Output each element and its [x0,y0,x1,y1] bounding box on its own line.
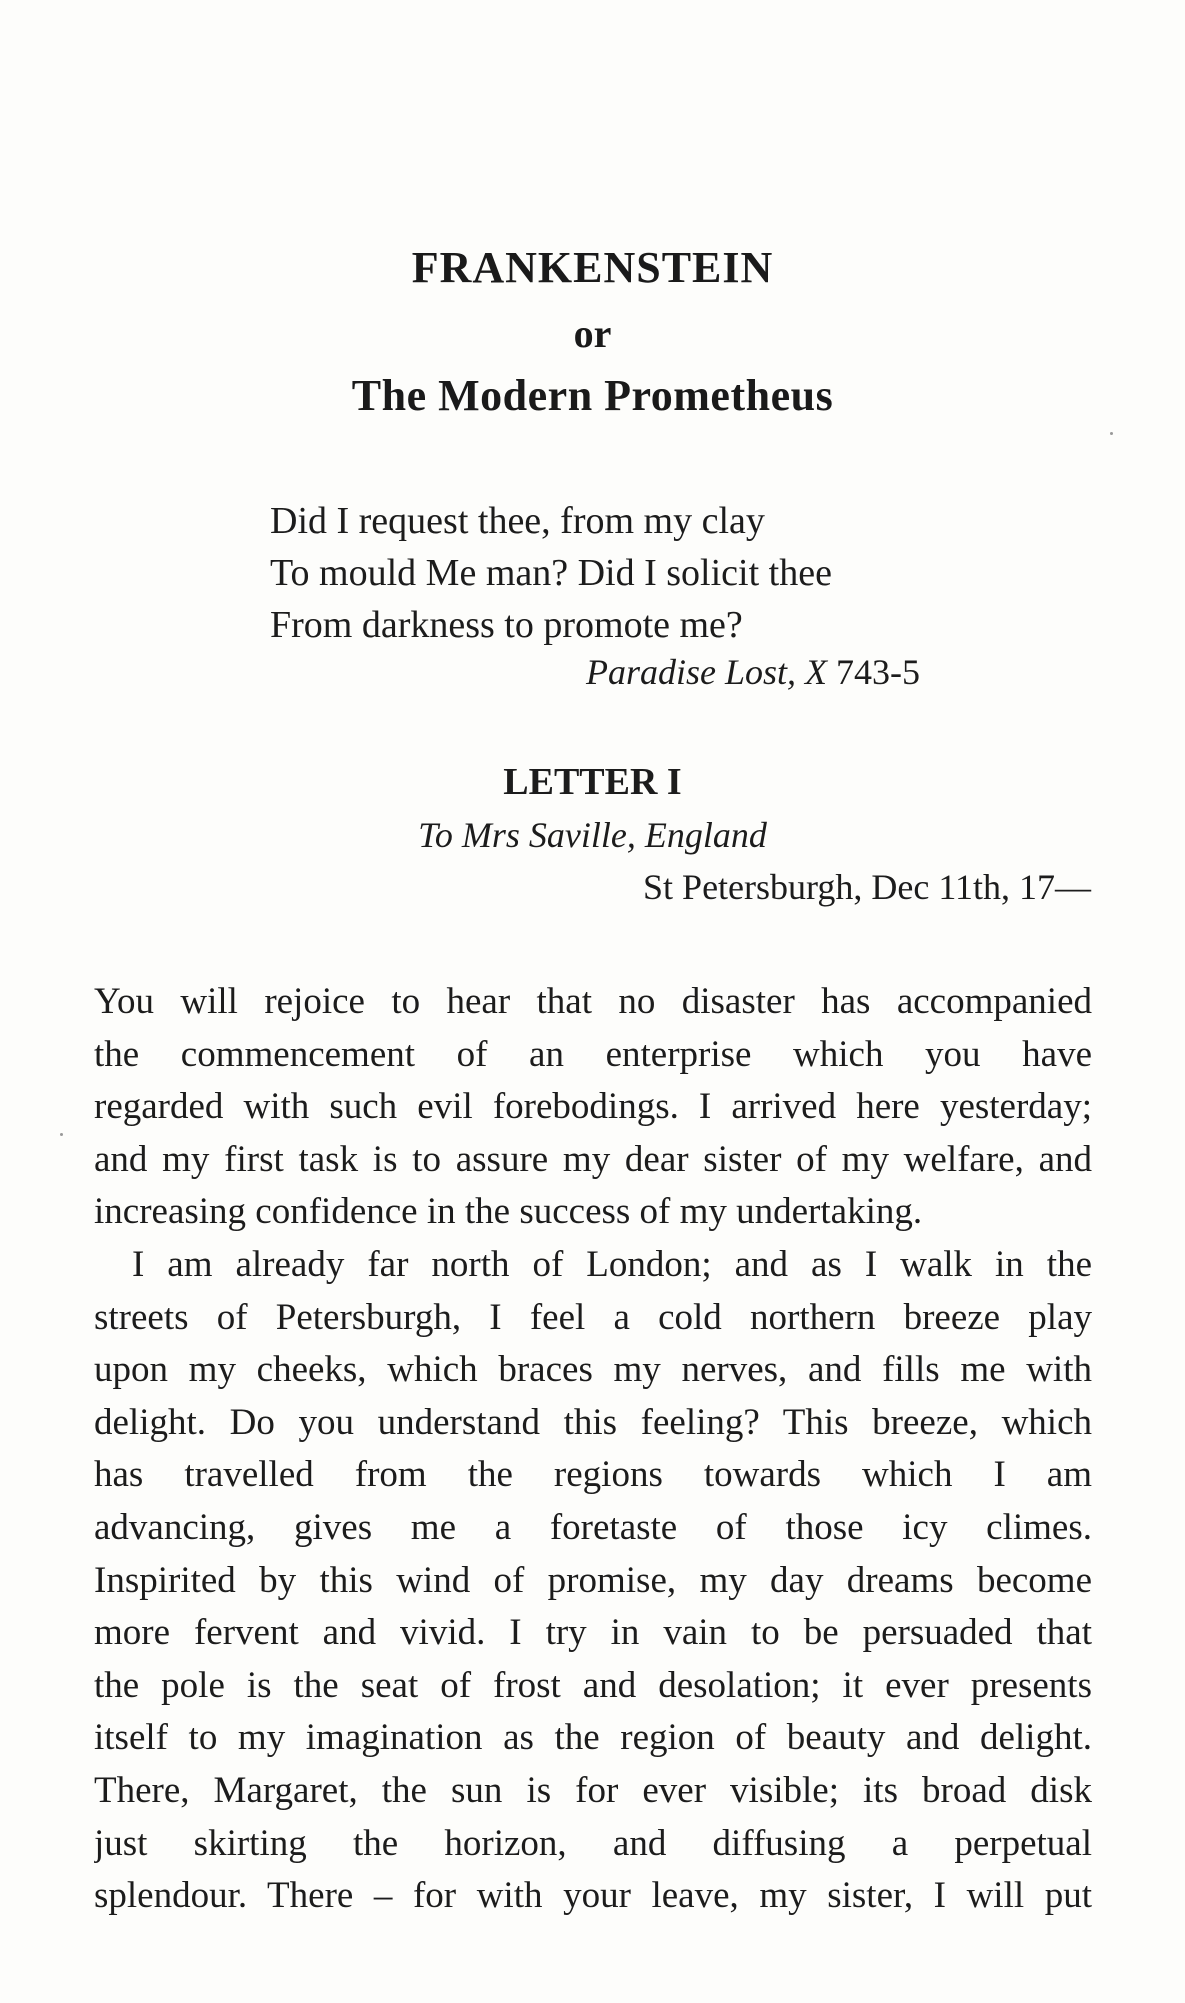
epigraph-line: From darkness to promote me? [270,604,743,646]
body-line: just skirting the horizon, and diffusing a perpetual [94,1822,1092,1864]
letter-body [94,976,1092,1923]
body-line: splendour. There – for with your leave, my sister, I will put [94,1875,1092,1917]
body-line: streets of Petersburgh, I feel a cold northern breeze play [94,1296,1092,1338]
citation-book: X [805,652,827,692]
body-line: You will rejoice to hear that no disaster has accompanied [94,981,1092,1022]
body-line: more fervent and vivid. I try in vain to be persuaded that [94,1612,1092,1654]
body-line: itself to my imagination as the region of beauty and delight. [94,1717,1092,1759]
body-line: the pole is the seat of frost and desolation; it ever presents [94,1664,1092,1706]
letter-heading: LETTER I [503,761,682,803]
body-line: and my first task is to assure my dear sister of my welfare, and [94,1138,1092,1180]
letter-addressee: To Mrs Saville, England [418,815,767,855]
body-line: Inspirited by this wind of promise, my day dreams become [94,1559,1092,1601]
body-line: There, Margaret, the sun is for ever visible; its broad disk [94,1769,1092,1811]
epigraph [270,495,920,651]
body-line: I am already far north of London; and as I walk in the [132,1243,1092,1285]
epigraph-citation [270,651,920,693]
paper-speck [1110,432,1113,435]
body-line: delight. Do you understand this feeling? This breeze, which [94,1401,1092,1443]
paper-speck [60,1133,63,1136]
body-line: has travelled from the regions towards which I am [94,1454,1092,1496]
title-conjunction: or [573,311,612,356]
body-line: regarded with such evil forebodings. I arrived here yesterday; [94,1086,1092,1128]
citation-work: Paradise Lost, [585,652,796,692]
book-subtitle: The Modern Prometheus [351,371,834,420]
body-line: upon my cheeks, which braces my nerves, and fills me with [94,1349,1092,1391]
body-line: the commencement of an enterprise which you have [94,1033,1092,1075]
book-title: FRANKENSTEIN [411,243,774,292]
body-line: advancing, gives me a foretaste of those icy climes. [94,1506,1092,1548]
epigraph-line: Did I request thee, from my clay [270,500,765,542]
citation-lines: 743-5 [836,652,920,692]
letter-dateline: St Petersburgh, Dec 11th, 17— [643,867,1091,907]
body-line: increasing confidence in the success of my undertaking. [94,1191,923,1233]
epigraph-line: To mould Me man? Did I solicit thee [270,552,832,594]
